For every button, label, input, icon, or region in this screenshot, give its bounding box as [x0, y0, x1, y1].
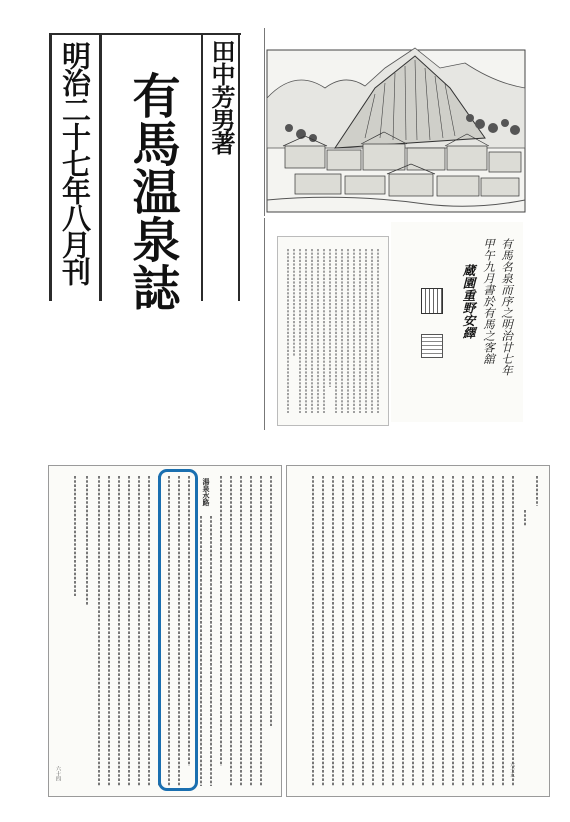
bottom-right-page — [286, 465, 550, 797]
landscape-illustration — [264, 28, 527, 216]
cover-divider-1 — [99, 33, 102, 301]
highlight-box — [158, 469, 198, 791]
cover-border-right — [238, 33, 240, 301]
right-page-text-lines — [287, 466, 549, 796]
mountain-village-drawing — [265, 28, 527, 216]
preface-spread — [264, 218, 527, 430]
inscription-line-1: 有馬名泉而序之明治廿七年 — [500, 238, 514, 376]
cover-border-left — [49, 33, 52, 301]
cover-border-top — [49, 33, 241, 35]
right-page-number: 六十五 — [509, 762, 515, 777]
cover-title: 有馬温泉誌 — [124, 71, 180, 311]
seal-stamp-2 — [421, 334, 443, 358]
cover-divider-2 — [201, 33, 203, 301]
cover-author: 田中芳男著 — [207, 39, 236, 154]
preface-text-page — [277, 236, 389, 426]
inscription-page — [391, 222, 523, 422]
inscription-line-3: 蔵園重野安繹 — [461, 264, 476, 339]
inscription-line-2: 甲午九月書於有馬之客舘 — [482, 238, 496, 365]
left-page-number: 六十四 — [55, 766, 61, 781]
seal-stamp-1 — [421, 288, 443, 314]
cover-date: 明治二十七年八月刊 — [58, 41, 92, 284]
highlight-heading: 湯泉水路 — [202, 478, 211, 506]
preface-text-lines — [278, 237, 388, 425]
cover-page — [49, 33, 241, 311]
